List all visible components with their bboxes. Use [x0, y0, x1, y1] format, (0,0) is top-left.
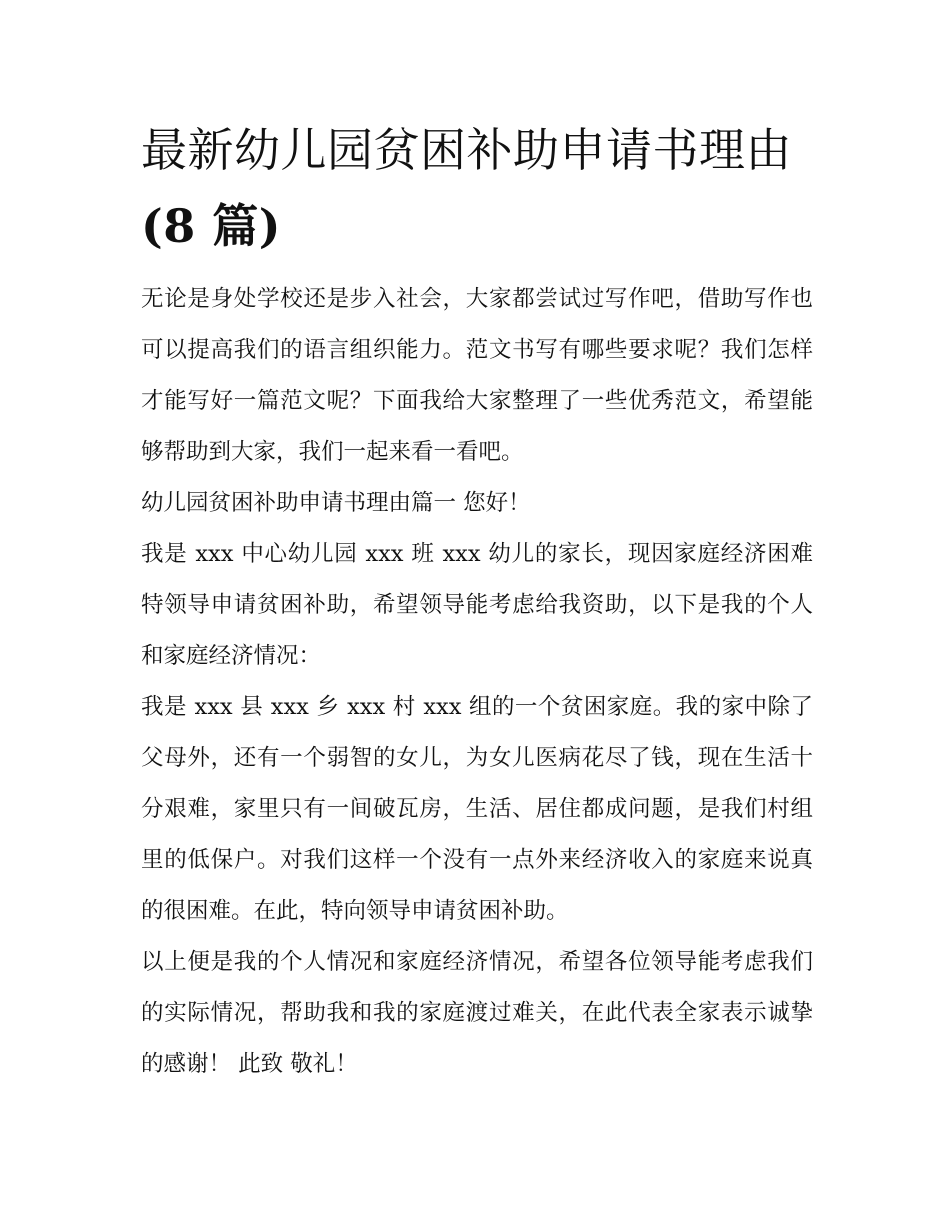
closing-paragraph: 以上便是我的个人情况和家庭经济情况，希望各位领导能考虑我们的实际情况，帮助我和我的家庭渡过难关，在此代表全家表示诚挚的感谢！ 此致 敬礼！	[141, 949, 813, 1077]
title-article-count: (8 篇)	[141, 199, 282, 253]
intro-paragraph: 无论是身处学校还是步入社会，大家都尝试过写作吧，借助写作也可以提高我们的语言组织能力。范文书写有哪些要求呢？我们怎样才能写好一篇范文呢？下面我给大家整理了一些优秀范文，希望能够帮助到大家，我们一起来看一看吧。	[141, 286, 813, 465]
title-main-text: 最新幼儿园贫困补助申请书理由	[141, 123, 792, 177]
family-situation-paragraph: 我是 xxx 县 xxx 乡 xxx 村 xxx 组的一个贫困家庭。我的家中除了父母外，还有一个弱智的女儿，为女儿医病花尽了钱，现在生活十分艰难，家里只有一间破瓦房，生活、居住都成问题，是我们村组里的低保户。对我们这样一个没有一点外来经济收入的家庭来说真的很困难。在此，特向领导申请贫困补助。	[141, 694, 813, 924]
document-body	[141, 274, 813, 1090]
applicant-intro-paragraph: 我是 xxx 中心幼儿园 xxx 班 xxx 幼儿的家长，现因家庭经济困难特领导申请贫困补助，希望领导能考虑给我资助，以下是我的个人和家庭经济情况：	[141, 541, 813, 669]
document-content	[141, 112, 813, 1090]
document-title	[141, 112, 813, 264]
section-heading-greeting: 幼儿园贫困补助申请书理由篇一 您好！	[141, 490, 531, 516]
